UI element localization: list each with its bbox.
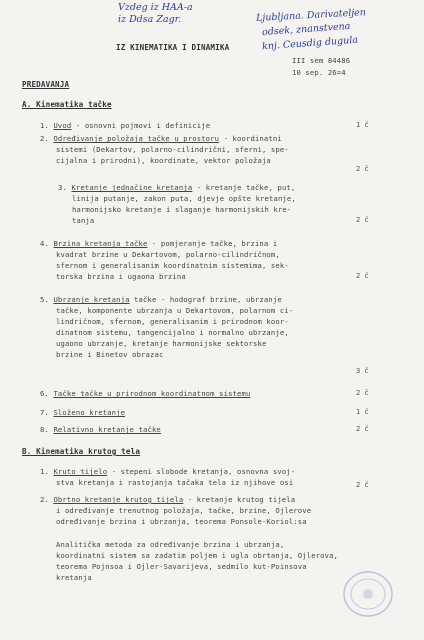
a7-mark: 1 č — [356, 408, 369, 416]
a1-num: 1. — [40, 121, 49, 130]
handwritten-note-right-2: odsek, znanstvena — [261, 20, 351, 39]
b1-title: Kruto tijelo — [53, 467, 108, 476]
a3-mark: 2 č — [356, 216, 369, 224]
a5-line-5: ugaono ubrzanje, kretanje harmonijske sektorske — [56, 339, 267, 348]
a4-title: Brzina kretanja tačke — [53, 239, 148, 248]
a6-line — [40, 389, 250, 398]
a5-line-4: dinatnom sistemu, tangencijalno i normalno ubrzanje, — [56, 328, 289, 337]
a2-mark: 2 č — [356, 165, 369, 173]
b2-line-3: određivanje brzina i ubrzanja, teorema Ponsole-Koriol:sa — [56, 517, 307, 526]
a5-num: 5. — [40, 295, 49, 304]
b2-line-1 — [40, 495, 295, 504]
a5-line-3: lindričnom, sfernom, generalisanim i prirodnom koor- — [56, 317, 289, 326]
a5-rest: tačke - hodograf brzine, ubrzanje — [129, 295, 282, 304]
a2-line-3: cijalna i prirodni), koordinate, vektor položaja — [56, 156, 271, 165]
b1-line-1 — [40, 467, 295, 476]
a5-title: Ubrzanje kretanja — [53, 295, 130, 304]
a4-line-4: torska brzina i ugaona brzina — [56, 272, 186, 281]
a7-line — [40, 408, 125, 417]
b-para-line-3: teorema Pojnsoa i Ojler-Savarijeva, sedmilo kut-Poinsova — [56, 562, 307, 571]
a3-line-4: tanja — [72, 216, 95, 225]
a2-line-1 — [40, 134, 282, 143]
a8-line — [40, 425, 161, 434]
b1-line-2: stva kretanja i rastojanja tačaka tela iz njihove osi — [56, 478, 294, 487]
a2-title: Određivanje položaja tačke u prostoru — [53, 134, 220, 143]
a6-title: Tačke tačke u prirodnom koordinatnom sistemu — [53, 389, 251, 398]
a1-line — [40, 121, 210, 130]
handwritten-note-left-2: iz Ddsa Zagr. — [118, 14, 182, 25]
header-ref-2: 10 sep. 26=4 — [292, 68, 346, 77]
a1-title: Uvod — [53, 121, 72, 130]
a5-line-2: tačke, komponente ubrzanja u Dekartovom, polarnom ci- — [56, 306, 294, 315]
a3-line-3: harmonijsko kretanje i slaganje harmonijskih kre- — [72, 205, 292, 214]
a5-line-6: brzine i Binetov obrazac — [56, 350, 164, 359]
section-a-heading: A. Kinematika tačke — [22, 100, 112, 109]
a4-num: 4. — [40, 239, 49, 248]
b-para-line-2: koordinatni sistem sa zadatim poljem i ugla obrtanja, Ojlerova, — [56, 551, 339, 560]
b2-title: Obrtno kretanje krutog tijela — [53, 495, 184, 504]
a8-mark: 2 č — [356, 425, 369, 433]
library-stamp — [340, 568, 396, 620]
section-b-heading: B. Kinematika krutog tela — [22, 447, 141, 456]
a4-rest: - pomjeranje tačke, brzina i — [147, 239, 278, 248]
a4-line-1 — [40, 239, 277, 248]
b1-mark: 2 č — [356, 481, 369, 489]
a6-mark: 2 č — [356, 389, 369, 397]
a7-title: Složeno kretanje — [53, 408, 126, 417]
a3-num: 3. — [58, 183, 67, 192]
a8-title: Relativno kretanje tačke — [53, 425, 161, 434]
b2-rest: - kretanje krutog tijela — [183, 495, 296, 504]
a1-rest: - osnovni pojmovi i definicije — [75, 121, 211, 130]
a4-mark: 2 č — [356, 272, 369, 280]
a7-num: 7. — [40, 408, 49, 417]
b-para-line-4: kretanja — [56, 573, 92, 582]
a3-rest: - kretanje tačke, put, — [192, 183, 296, 192]
handwritten-note-left-1: Vzdeg iz HAA-a — [118, 2, 193, 13]
handwritten-note-right-3: knj. Ceusdig dugula — [261, 34, 359, 53]
a8-num: 8. — [40, 425, 49, 434]
a2-line-2: sistemi (Dekartov, polarno-cilindrični, sferni, spe- — [56, 145, 289, 154]
a3-title: Kretanje jednačine kretanja — [71, 183, 193, 192]
header-ref-1: III sem 84486 — [292, 56, 351, 65]
a2-rest: - koordinatni — [219, 134, 282, 143]
a1-mark: 1 č — [356, 121, 369, 129]
a4-line-3: sfernom i generalisanim koordinatnim sistemima, sek- — [56, 261, 289, 270]
b1-num: 1. — [40, 467, 49, 476]
a6-num: 6. — [40, 389, 49, 398]
a4-line-2: kvadrat brzine u Dekartovom, polarno-cilindričnom, — [56, 250, 280, 259]
handwritten-note-right-1: Ljubljana. Darivateljen — [255, 7, 367, 24]
document-title: IZ KINEMATIKA I DINAMIKA — [116, 43, 230, 52]
a3-line-2: linija putanje, zakon puta, djevje opšte kretanje, — [72, 194, 296, 203]
b2-line-2: i određivanje trenutnog položaja, tačke, brzine, Ojlerove — [56, 506, 312, 515]
b2-num: 2. — [40, 495, 49, 504]
a3-line-1 — [58, 183, 295, 192]
b1-rest: - stepeni slobode kretanja, osnovna svoj- — [107, 467, 296, 476]
a5-mark: 3 č — [356, 367, 369, 375]
section-label: PREDAVANJA — [22, 80, 70, 89]
a2-num: 2. — [40, 134, 49, 143]
b-para-line-1: Analitička metoda za određivanje brzina i ubrzanja, — [56, 540, 285, 549]
a5-line-1 — [40, 295, 282, 304]
